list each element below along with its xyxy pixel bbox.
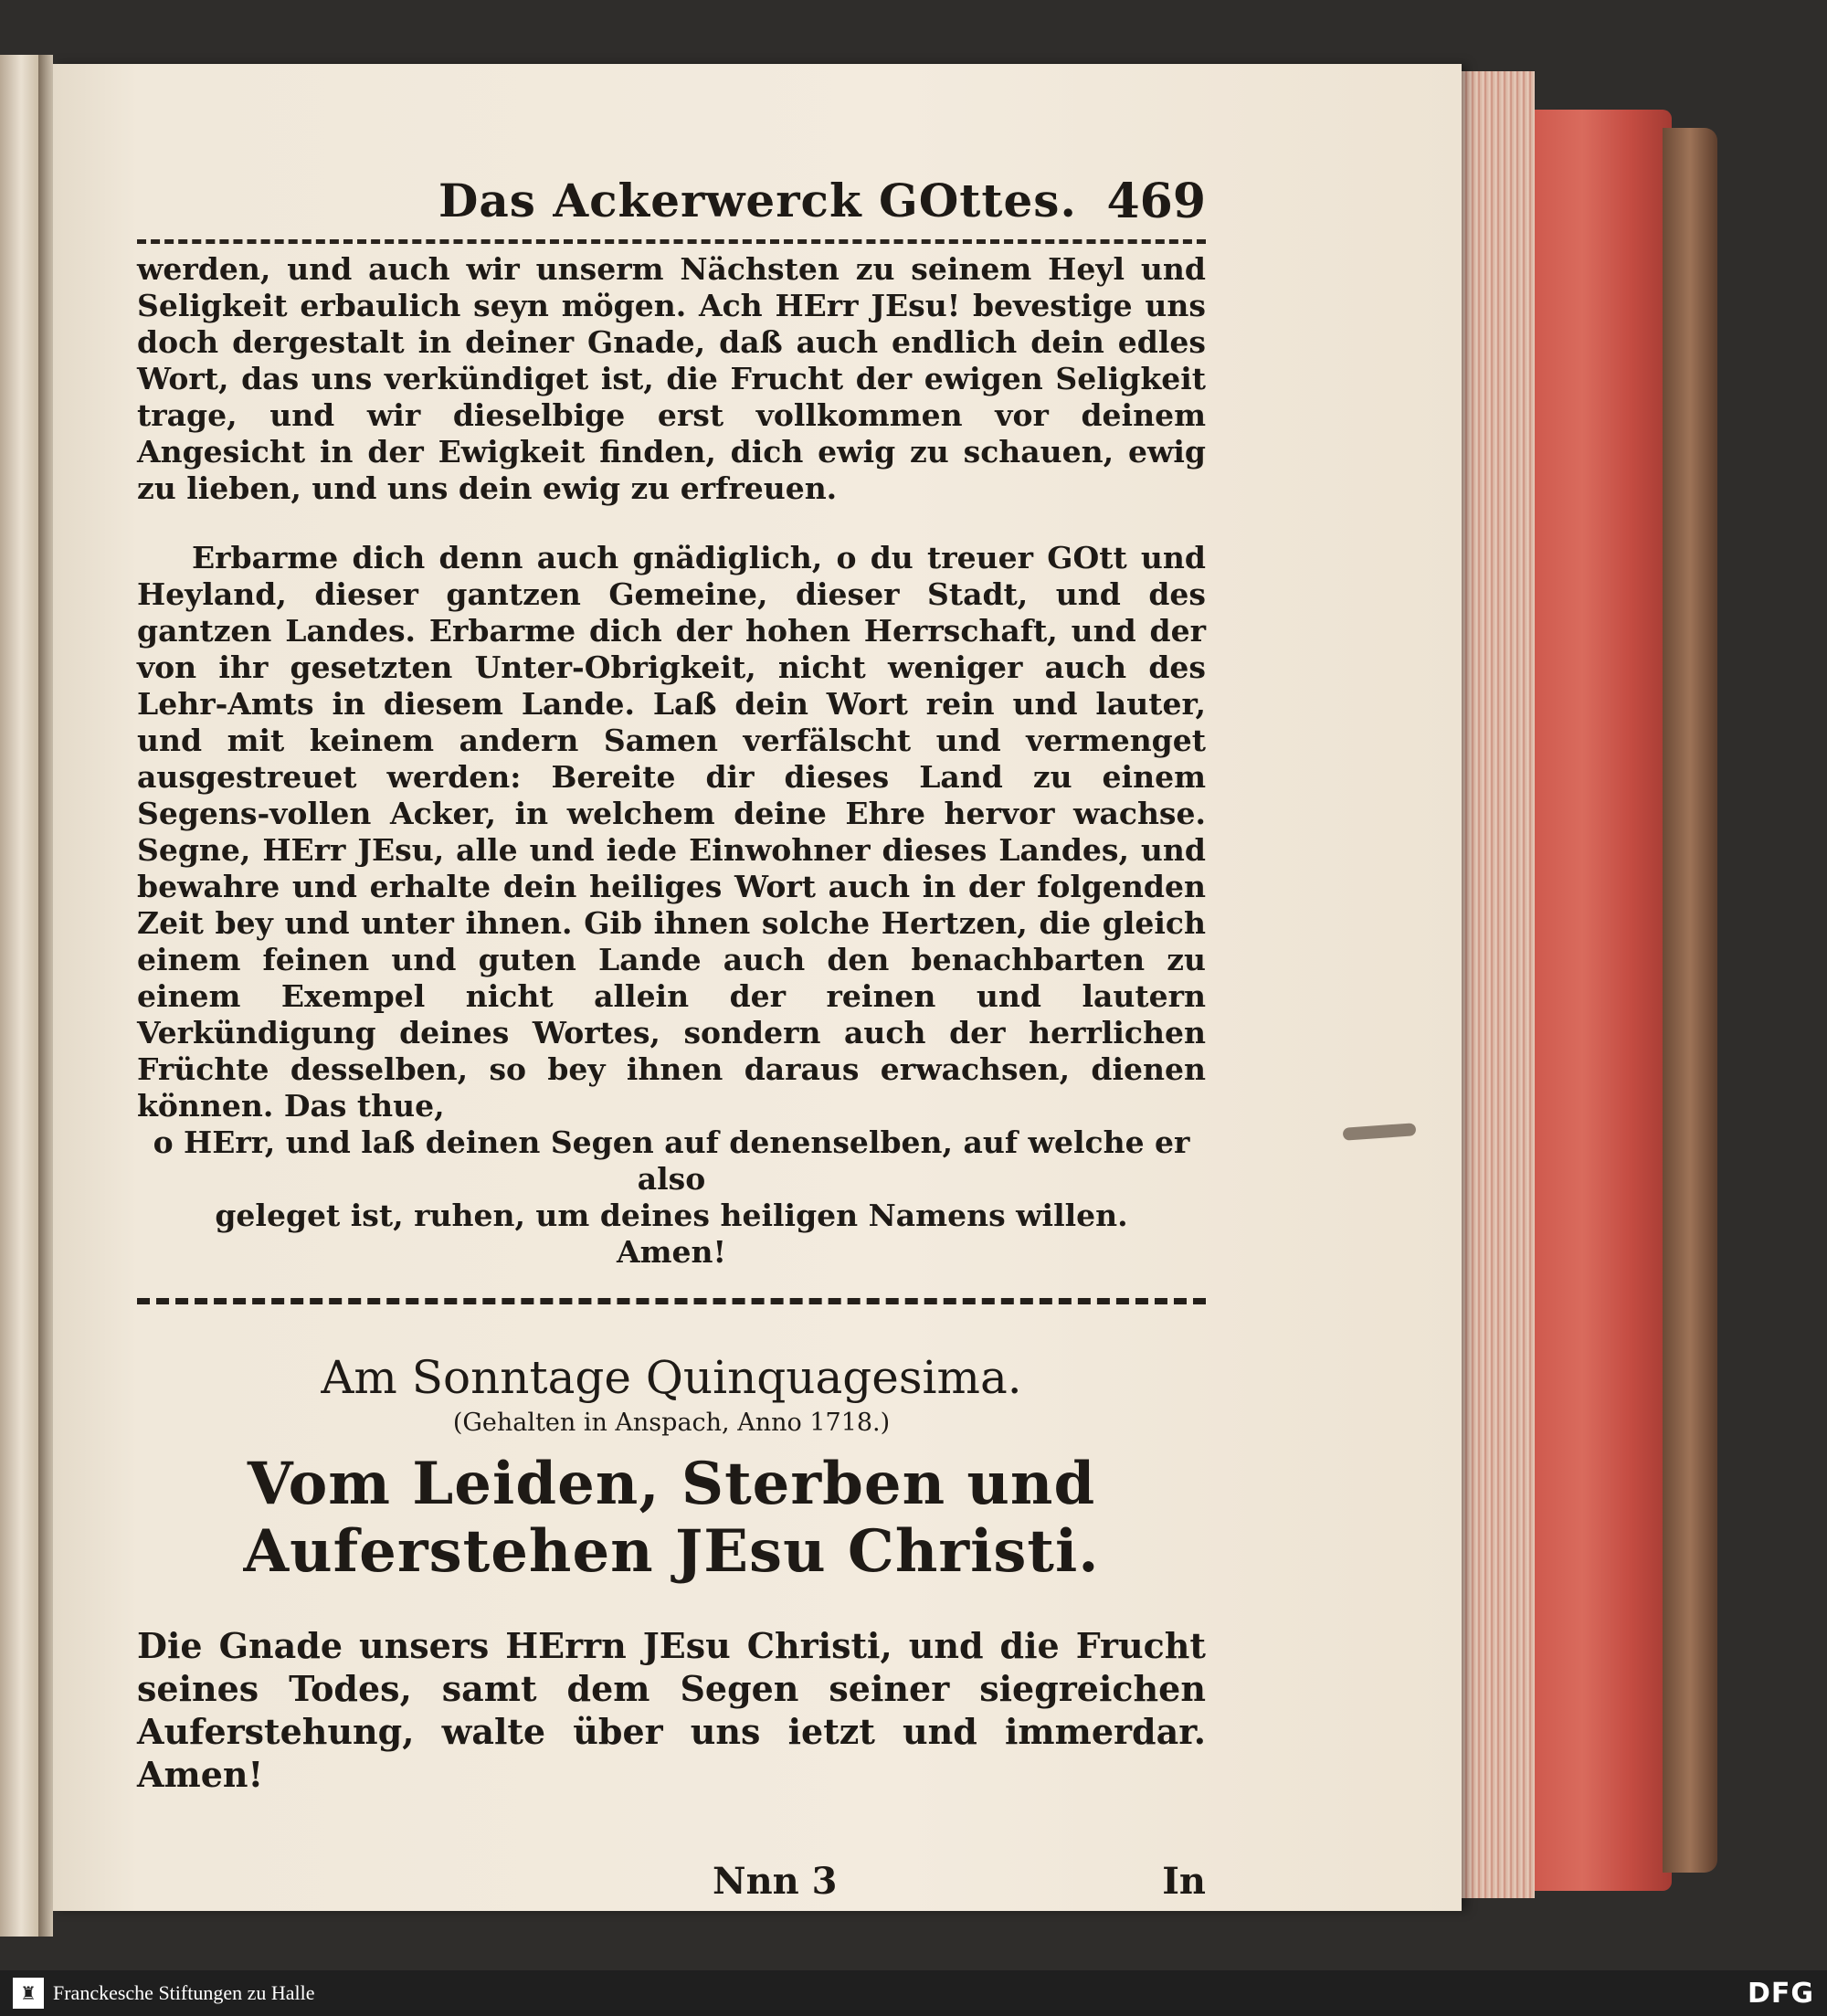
institution-emblem-icon: ♜ — [13, 1978, 44, 2009]
prayer-closing-line-2: geleget ist, ruhen, um deines heiligen Namens willen. — [215, 1198, 1128, 1233]
left-page-edge — [0, 55, 38, 1937]
institution-name: Franckesche Stiftungen zu Halle — [53, 1981, 315, 2004]
page-footer-line — [137, 1860, 1206, 1915]
book-cover-edge — [1663, 128, 1717, 1873]
blessing-paragraph: Die Gnade unsers HErrn JEsu Christi, und die Frucht seines Todes, samt dem Segen seiner siegreichen Auferstehung, walte über uns ietzt und immerdar. Amen! — [137, 1625, 1206, 1795]
amen-line: Amen! — [617, 1234, 726, 1270]
page-edges — [1462, 71, 1535, 1898]
book-gutter — [38, 55, 53, 1937]
signature-mark: Nnn 3 — [713, 1860, 838, 1903]
page-text-block — [137, 174, 1206, 1915]
running-head — [137, 174, 1206, 237]
sermon-note: (Gehalten in Anspach, Anno 1718.) — [452, 1409, 891, 1437]
catchword: In — [1162, 1860, 1206, 1903]
page-number: 469 — [1106, 174, 1206, 229]
red-page-edge — [1535, 110, 1672, 1891]
prayer-closing-line-1: o HErr, und laß deinen Segen auf denenselben, auf welche er also — [153, 1124, 1190, 1197]
header-rule — [137, 239, 1206, 244]
sermon-heading: Am Sonntage Quinquagesima. — [321, 1351, 1022, 1404]
dfg-logo: DFG — [1747, 1978, 1814, 2010]
viewer-footer-bar — [0, 1970, 1827, 2016]
prayer-paragraph-2: Erbarme dich denn auch gnädiglich, o du treuer GOtt und Heyland, dieser gantzen Gemeine, dieser Stadt, und des gantzen Landes. Erbarme dich der hohen Herrschaft, und der von ihr gesetzten Unter-Obrigkeit, nicht weniger auch des Lehr-Amts in diesem Lande. Laß dein Wort rein und lauter, und mit keinem andern Samen verfälscht und vermenget ausgestreuet werden: Bereite dir dieses Land zu einem Segens-vollen Acker, in welchem deine Ehre hervor wachse. Segne, HErr JEsu, alle und iede Einwohner dieses Landes, und bewahre und erhalte dein heiliges Wort auch in der folgenden Zeit bey und unter ihnen. Gib ihnen solche Hertzen, die gleich einem feinen und guten Lande auch den benachbarten zu einem Exempel nicht allein der reinen und lautern Verkündigung deines Wortes, sondern auch der herrlichen Früchte desselben, so bey ihnen daraus erwachsen, dienen können. Das thue, — [137, 540, 1206, 1124]
running-head-title: Das Ackerwerck GOttes. — [438, 174, 1077, 227]
sermon-title: Vom Leiden, Sterben und Auferstehen JEsu Christi. — [243, 1450, 1100, 1586]
section-rule — [137, 1298, 1206, 1304]
prayer-paragraph-1: werden, und auch wir unserm Nächsten zu seinem Heyl und Seligkeit erbaulich seyn mögen. Ach HErr JEsu! bevestige uns doch dergestalt in deiner Gnade, daß auch endlich dein edles Wort, das uns verkündiget ist, die Frucht der ewigen Seligkeit trage, und wir dieselbige erst vollkommen vor deinem Angesicht in der Ewigkeit finden, dich ewig zu schauen, ewig zu lieben, und uns dein ewig zu erfreuen. — [137, 251, 1206, 506]
